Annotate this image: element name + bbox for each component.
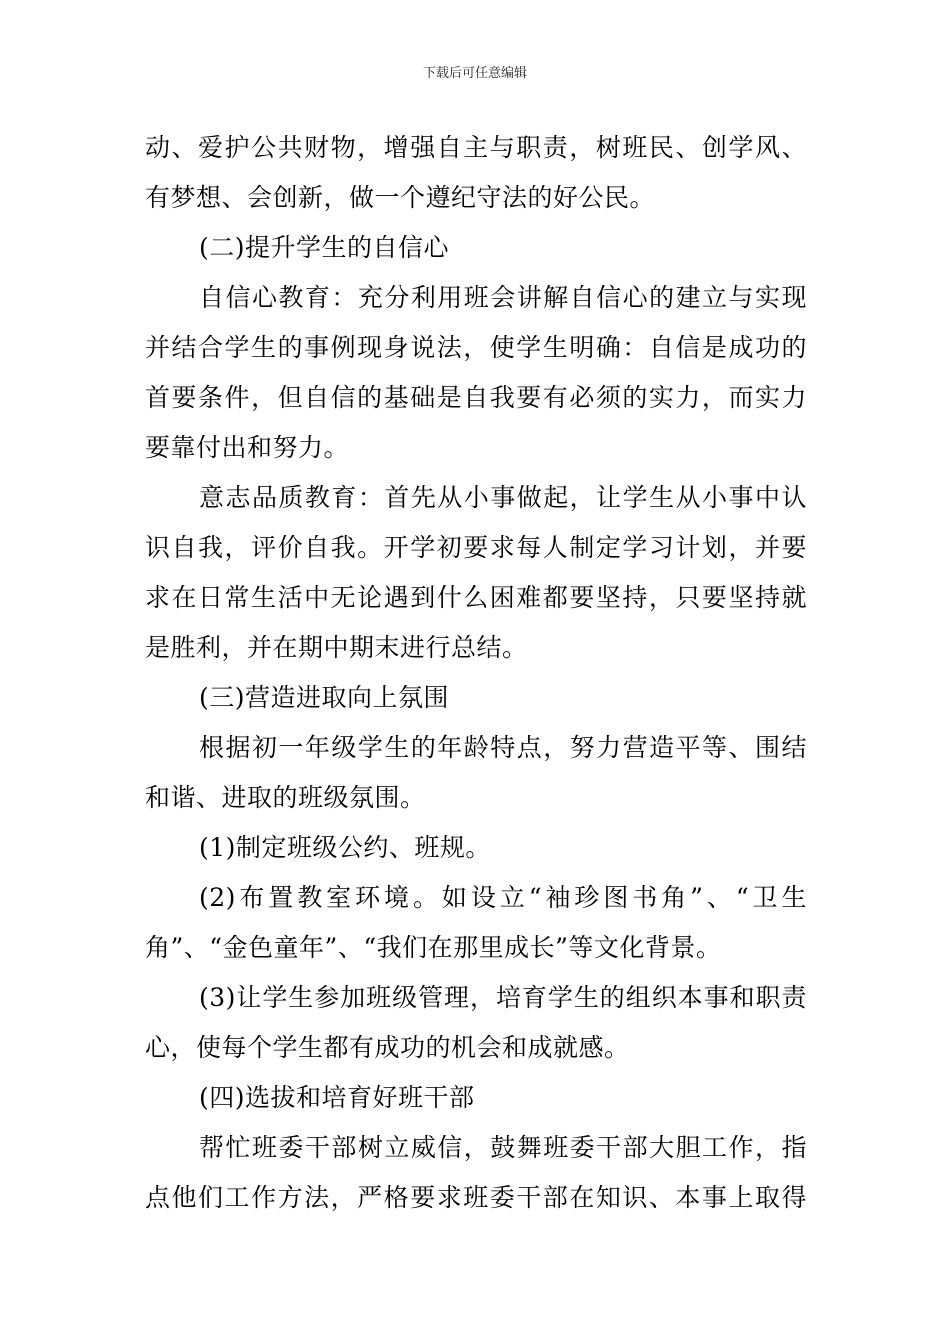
paragraph-line: 是胜利，并在期中期末进行总结。 <box>145 633 528 662</box>
paragraph-line: 帮忙班委干部树立威信，鼓舞班委干部大胆工作，指 <box>199 1133 807 1162</box>
paragraph-line: 首要条件，但自信的基础是自我要有必须的实力，而实力 <box>145 383 807 412</box>
paragraph-line: 点他们工作方法，严格要求班委干部在知识、本事上取得 <box>145 1183 807 1212</box>
paragraph-line: 意志品质教育：首先从小事做起，让学生从小事中认 <box>199 483 807 512</box>
paragraph-line: 有梦想、会创新，做一个遵纪守法的好公民。 <box>145 183 656 212</box>
paragraph-line: 根据初一年级学生的年龄特点，努力营造平等、围结 <box>199 733 807 762</box>
paragraph-line: 心，使每个学生都有成功的机会和成就感。 <box>145 1033 630 1062</box>
list-item: (3)让学生参加班级管理，培育学生的组织本事和职责 <box>199 983 807 1012</box>
paragraph-line: 角”、“金色童年”、“我们在那里成长”等文化背景。 <box>145 933 722 962</box>
page-header: 下载后可任意编辑 <box>422 66 527 81</box>
paragraph-line: 识自我，评价自我。开学初要求每人制定学习计划，并要 <box>145 533 807 562</box>
list-item: (2)布置教室环境。如设立“袖珍图书角”、“卫生 <box>199 883 807 912</box>
list-item: (1)制定班级公约、班规。 <box>199 833 491 862</box>
paragraph-line: 动、爱护公共财物，增强自主与职责，树班民、创学风、 <box>145 133 807 162</box>
section-heading: (四)选拔和培育好班干部 <box>199 1083 475 1112</box>
paragraph-line: 自信心教育：充分利用班会讲解自信心的建立与实现 <box>199 283 807 312</box>
section-heading: (二)提升学生的自信心 <box>199 233 450 262</box>
paragraph-line: 要靠付出和努力。 <box>145 433 350 462</box>
section-heading: (三)营造进取向上氛围 <box>199 683 450 712</box>
paragraph-line: 并结合学生的事例现身说法，使学生明确：自信是成功的 <box>145 333 807 362</box>
paragraph-line: 求在日常生活中无论遇到什么困难都要坚持，只要坚持就 <box>145 583 807 612</box>
paragraph-line: 和谐、进取的班级氛围。 <box>145 783 426 812</box>
document-body <box>145 123 807 1223</box>
